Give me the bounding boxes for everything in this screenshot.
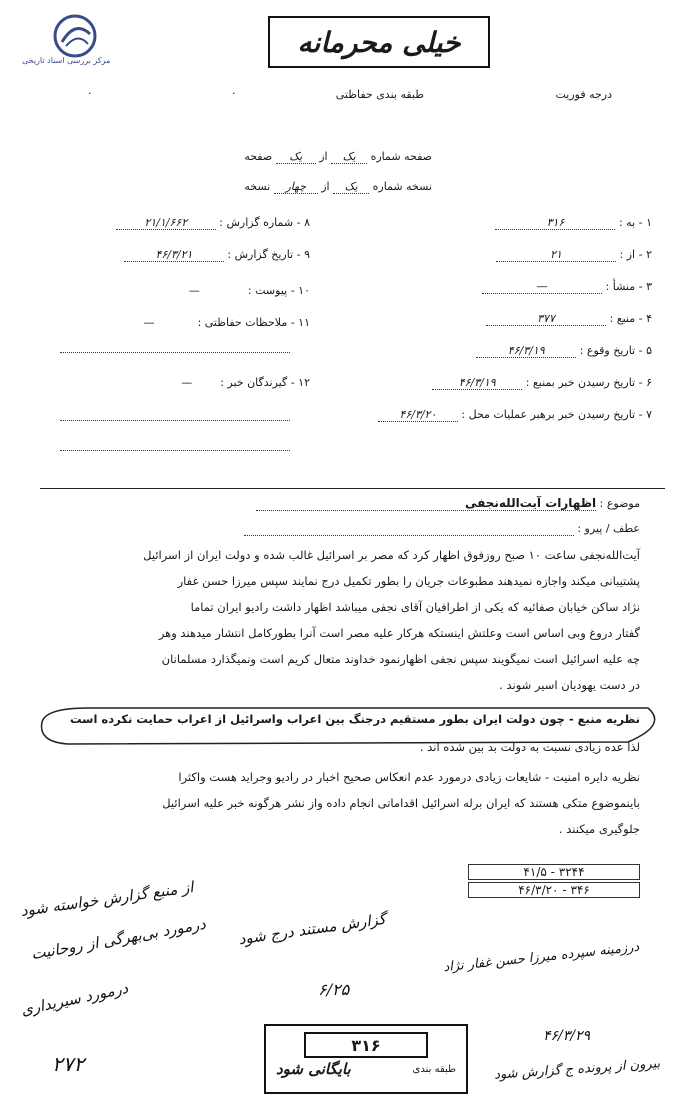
field-operations-receipt-date: ۷ - تاریخ رسیدن خبر برهبر عملیات محل : ۴۶/۳/۲۰ — [332, 408, 652, 422]
copy-number-line — [244, 180, 432, 194]
archive-stamp-number: ۳۱۶ — [351, 1035, 381, 1055]
dotted-line — [60, 420, 290, 421]
field-source: ۴ - منبع : ۳۷۷ — [332, 312, 652, 326]
registry-stamp-line: ۳۴۶ - ۴۶/۳/۲۰ — [468, 882, 640, 898]
field-from: ۲ - از : ۲۱ — [332, 248, 652, 262]
subject-label: موضوع : — [599, 497, 640, 510]
body-line: گفتار دروغ وبی اساس است وعلتش اینستکه هرکار علیه مصر است آنرا بطورکامل انتشار میدهند وهر — [158, 626, 640, 640]
page-number-line — [244, 150, 432, 164]
archive-logo-icon — [52, 14, 98, 58]
handwritten-note: درمورد بی‌بهرگی از روحانیت — [29, 914, 208, 964]
copy-number-suffix: نسخه — [244, 180, 271, 193]
field-attachment: ۱۰ - پیوست : — — [188, 284, 310, 297]
dot-mark: . — [88, 84, 92, 97]
classification-stamp — [268, 16, 490, 68]
security-view-line: باینموضوع متکی هستند که ایران برله اسرائیل اقداماتی انجام داده واز نشر هرگونه خبر علیه اسرائیل — [162, 796, 640, 810]
field-recipients: ۱۲ - گیرندگان خبر : — — [181, 376, 310, 389]
source-view-line: لذا عده زیادی نسبت به دولت بد بین شده اند . — [419, 740, 640, 754]
registry-stamp — [468, 856, 638, 904]
classification-stamp-text: خیلی محرمانه — [297, 25, 461, 59]
body-line: در دست یهودیان اسیر شوند . — [499, 678, 640, 692]
page-number-prefix: صفحه شماره — [370, 150, 432, 163]
handwritten-note: گزارش مستند درج شود — [237, 909, 387, 949]
archive-logo — [22, 14, 132, 64]
body-line: پشتیبانی میکند واجازه نمیدهند مطبوعات جریان را بطور تکمیل درج نمایند سپس میرزا حسن غفار — [177, 574, 640, 588]
field-protective-notes: ۱۱ - ملاحظات حفاظتی : — — [143, 316, 310, 329]
registry-stamp-line: ۳۲۴۴ - ۴۱/۵ — [468, 864, 640, 880]
page-number-value: یک — [331, 150, 367, 164]
reference-line — [220, 522, 640, 536]
copy-total-value: چهار — [274, 180, 318, 194]
protective-classification-label: طبقه بندی حفاظتی — [335, 88, 424, 101]
dot-mark: . — [232, 84, 236, 97]
handwritten-note: درمورد سیریداری — [19, 978, 130, 1020]
handwritten-note: ۴۶/۳/۲۹ — [542, 1028, 590, 1044]
copy-of: از — [321, 180, 330, 193]
field-origin: ۳ - منشأ : — — [332, 280, 652, 294]
subject-value: اظهارات آیت‌الله‌نجفی — [256, 496, 596, 511]
field-report-number: ۸ - شماره گزارش : ۲۱/۱/۶۶۲ — [80, 216, 310, 230]
reference-label: عطف / پیرو : — [577, 522, 640, 535]
handwritten-note: درزمینه سپرده میرزا حسن غفار نژاد — [443, 939, 641, 976]
urgency-label: درجه فوریت — [555, 88, 612, 101]
handwritten-note: بیرون از پرونده ج گزارش شود — [493, 1056, 661, 1083]
source-view-line: نظریه منبع - چون دولت ایران بطور مستقیم درجنگ بین اعراب واسرائیل از اعراب حمایت نکرده است — [69, 712, 640, 726]
dotted-line — [60, 352, 290, 353]
security-view-line: جلوگیری میکنند . — [558, 822, 640, 836]
page-of: از — [319, 150, 328, 163]
field-report-date: ۹ - تاریخ گزارش : ۴۶/۳/۲۱ — [80, 248, 310, 262]
archive-stamp-classification: بایگانی شود — [276, 1060, 351, 1078]
body-line: آیت‌الله‌نجفی ساعت ۱۰ صبح روزفوق اظهار کرد که مصر بر اسرائیل غالب شده و دولت ایران از اسرائیل — [143, 548, 640, 562]
body-line: چه علیه اسرائیل است نمیگویند سپس نجفی اظهارنمود خداوند متعال کریم است ونمیگذارد مسلمانان — [161, 652, 640, 666]
body-line: نژاد ساکن خیابان صفائیه که یکی از اطرافیان آقای نجفی میباشد اظهار داشت رادیو ایران تماما — [190, 600, 640, 614]
security-view-line: نظریه دایره امنیت - شایعات زیادی درمورد عدم انعکاس صحیح اخبار در رادیو وجراید هست واکثرا — [178, 770, 640, 784]
page-total-value: یک — [276, 150, 316, 164]
field-source-receipt-date: ۶ - تاریخ رسیدن خبر بمنبع : ۴۶/۳/۱۹ — [332, 376, 652, 390]
copy-number-prefix: نسخه شماره — [372, 180, 432, 193]
archive-logo-caption: مرکز بررسی اسناد تاریخی — [22, 56, 111, 65]
handwritten-note: ۲۷۲ — [52, 1052, 85, 1076]
field-occurrence-date: ۵ - تاریخ وقوع : ۴۶/۳/۱۹ — [332, 344, 652, 358]
dotted-line — [60, 450, 290, 451]
field-to: ۱ - به : ۳۱۶ — [332, 216, 652, 230]
archive-stamp-number-box — [304, 1032, 428, 1058]
archive-stamp — [264, 1024, 468, 1094]
section-divider — [40, 488, 665, 489]
handwritten-note: از منبع گزارش خواسته شود — [19, 877, 195, 921]
subject-line — [220, 496, 640, 511]
handwritten-note: ۶/۲۵ — [318, 980, 350, 999]
page-number-suffix: صفحه — [244, 150, 273, 163]
copy-number-value: یک — [333, 180, 369, 194]
archive-stamp-label: طبقه بندی — [412, 1064, 456, 1075]
